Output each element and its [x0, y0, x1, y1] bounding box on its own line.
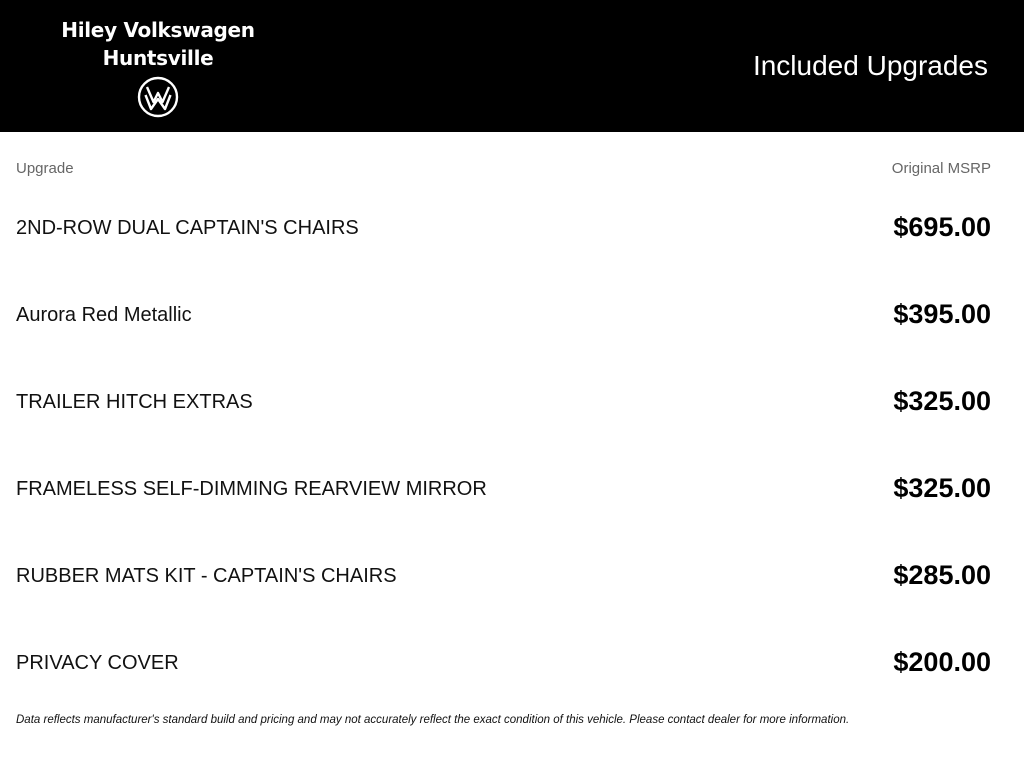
upgrade-price: $285.00	[893, 560, 991, 590]
page-header	[0, 0, 1024, 132]
upgrade-price: $325.00	[893, 386, 991, 416]
upgrade-name: TRAILER HITCH EXTRAS	[16, 391, 253, 413]
upgrade-price: $200.00	[893, 647, 991, 677]
table-row	[16, 384, 991, 471]
table-row	[16, 471, 991, 558]
upgrade-price: $325.00	[893, 473, 991, 503]
vw-logo-icon	[137, 76, 179, 118]
page-title: Included Upgrades	[752, 50, 988, 81]
dealer-name-line2: Huntsville	[102, 46, 214, 70]
table-row	[16, 297, 991, 384]
upgrade-name: RUBBER MATS KIT - CAPTAIN'S CHAIRS	[16, 565, 397, 587]
table-row	[16, 558, 991, 645]
table-body	[16, 210, 991, 732]
upgrade-name: 2ND-ROW DUAL CAPTAIN'S CHAIRS	[16, 217, 359, 239]
disclaimer-text: Data reflects manufacturer's standard build and pricing and may not accurately reflect the exact condition of this vehicle. Please contact dealer for more information.	[16, 714, 850, 726]
table-row	[16, 210, 991, 297]
column-header-msrp: Original MSRP	[891, 160, 991, 177]
upgrade-name: FRAMELESS SELF-DIMMING REARVIEW MIRROR	[16, 478, 487, 500]
dealer-branding	[58, 16, 258, 118]
upgrade-name: Aurora Red Metallic	[16, 304, 192, 326]
upgrade-price: $395.00	[893, 299, 991, 329]
table-header	[16, 160, 991, 180]
column-header-upgrade: Upgrade	[16, 160, 74, 177]
upgrade-price: $695.00	[893, 212, 991, 242]
dealer-name-line1: Hiley Volkswagen	[61, 18, 255, 42]
upgrade-name: PRIVACY COVER	[16, 652, 179, 674]
